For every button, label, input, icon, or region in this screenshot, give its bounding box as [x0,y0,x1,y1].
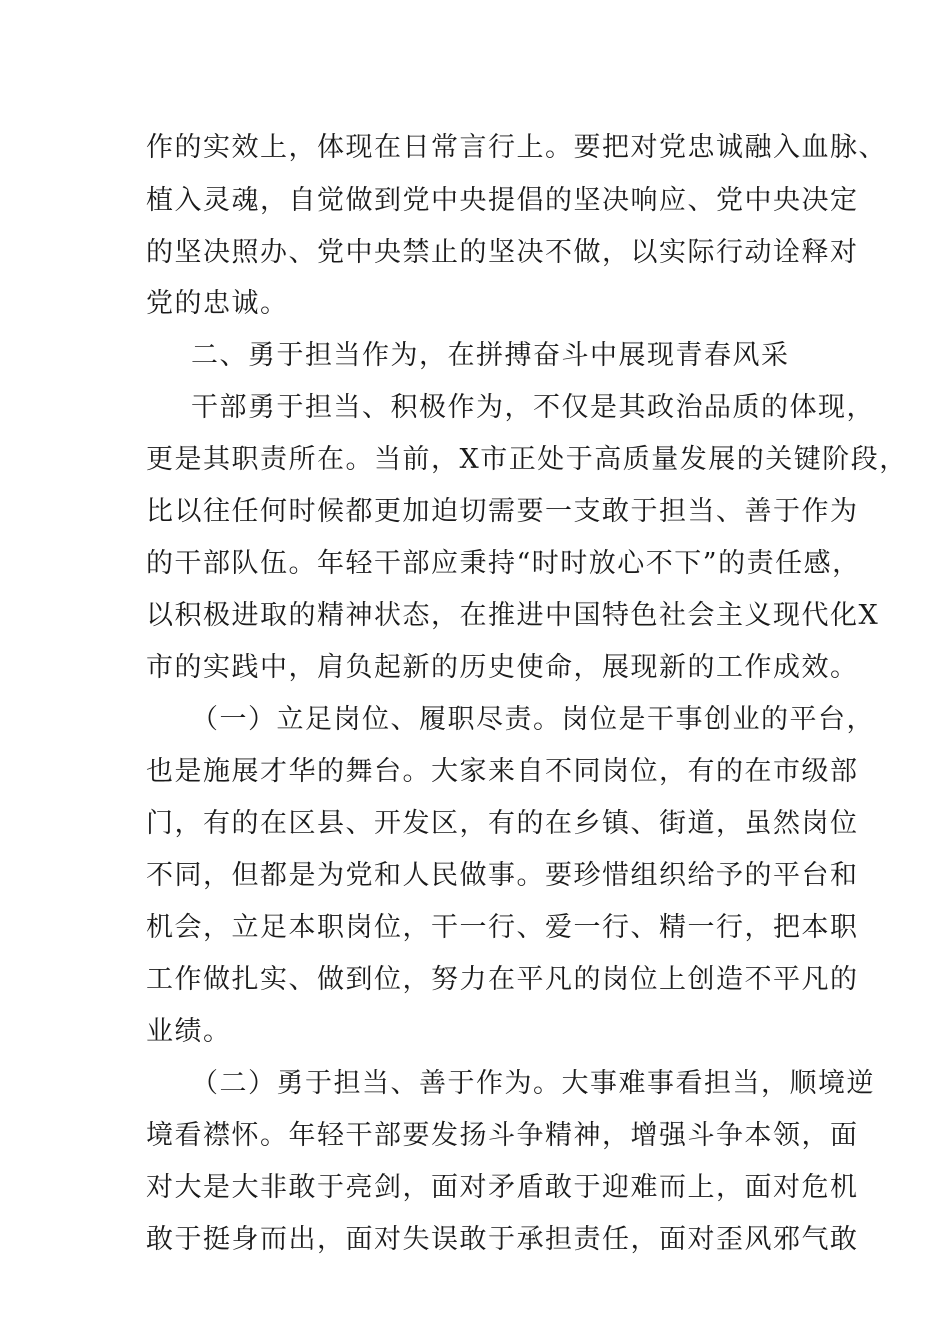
paragraph-line: 植入灵魂，自觉做到党中央提倡的坚决响应、党中央决定 [146,185,859,216]
paragraph-line: 也是施展才华的舞台。大家来自不同岗位，有的在市级部 [146,756,859,787]
paragraph-line: 境看襟怀。年轻干部要发扬斗争精神，增强斗争本领，面 [146,1120,859,1151]
paragraph-line: 对大是大非敢于亮剑，面对矛盾敢于迎难而上，面对危机 [146,1172,859,1203]
paragraph-line: 市的实践中，肩负起新的历史使命，展现新的工作成效。 [146,652,859,683]
paragraph-line: 门，有的在区县、开发区，有的在乡镇、街道，虽然岗位 [146,808,859,839]
paragraph-line: 机会，立足本职岗位，干一行、爱一行、精一行，把本职 [146,912,859,943]
paragraph-line: 干部勇于担当、积极作为，不仅是其政治品质的体现， [191,392,875,423]
paragraph-line: 比以往任何时候都更加迫切需要一支敢于担当、善于作为 [146,496,859,527]
subheading-paragraph-line: （一）立足岗位、履职尽责。岗位是干事创业的平台， [191,704,875,735]
paragraph-line: 以积极进取的精神状态，在推进中国特色社会主义现代化X [146,600,880,631]
paragraph-line: 更是其职责所在。当前，X市正处于高质量发展的关键阶段， [146,444,908,475]
paragraph-line: 作的实效上，体现在日常言行上。要把对党忠诚融入血脉、 [146,132,887,163]
paragraph-line: 敢于挺身而出，面对失误敢于承担责任，面对歪风邪气敢 [146,1224,859,1255]
paragraph-line: 业绩。 [146,1016,232,1047]
subheading-paragraph-line: （二）勇于担当、善于作为。大事难事看担当，顺境逆 [191,1068,875,1099]
paragraph-line: 的坚决照办、党中央禁止的坚决不做，以实际行动诠释对 [146,237,859,268]
section-heading: 二、勇于担当作为，在拼搏奋斗中展现青春风采 [191,340,790,371]
paragraph-line: 党的忠诚。 [146,288,289,319]
paragraph-line: 的干部队伍。年轻干部应秉持“时时放心不下”的责任感， [146,548,861,579]
paragraph-line: 工作做扎实、做到位，努力在平凡的岗位上创造不平凡的 [146,964,859,995]
paragraph-line: 不同，但都是为党和人民做事。要珍惜组织给予的平台和 [146,860,859,891]
